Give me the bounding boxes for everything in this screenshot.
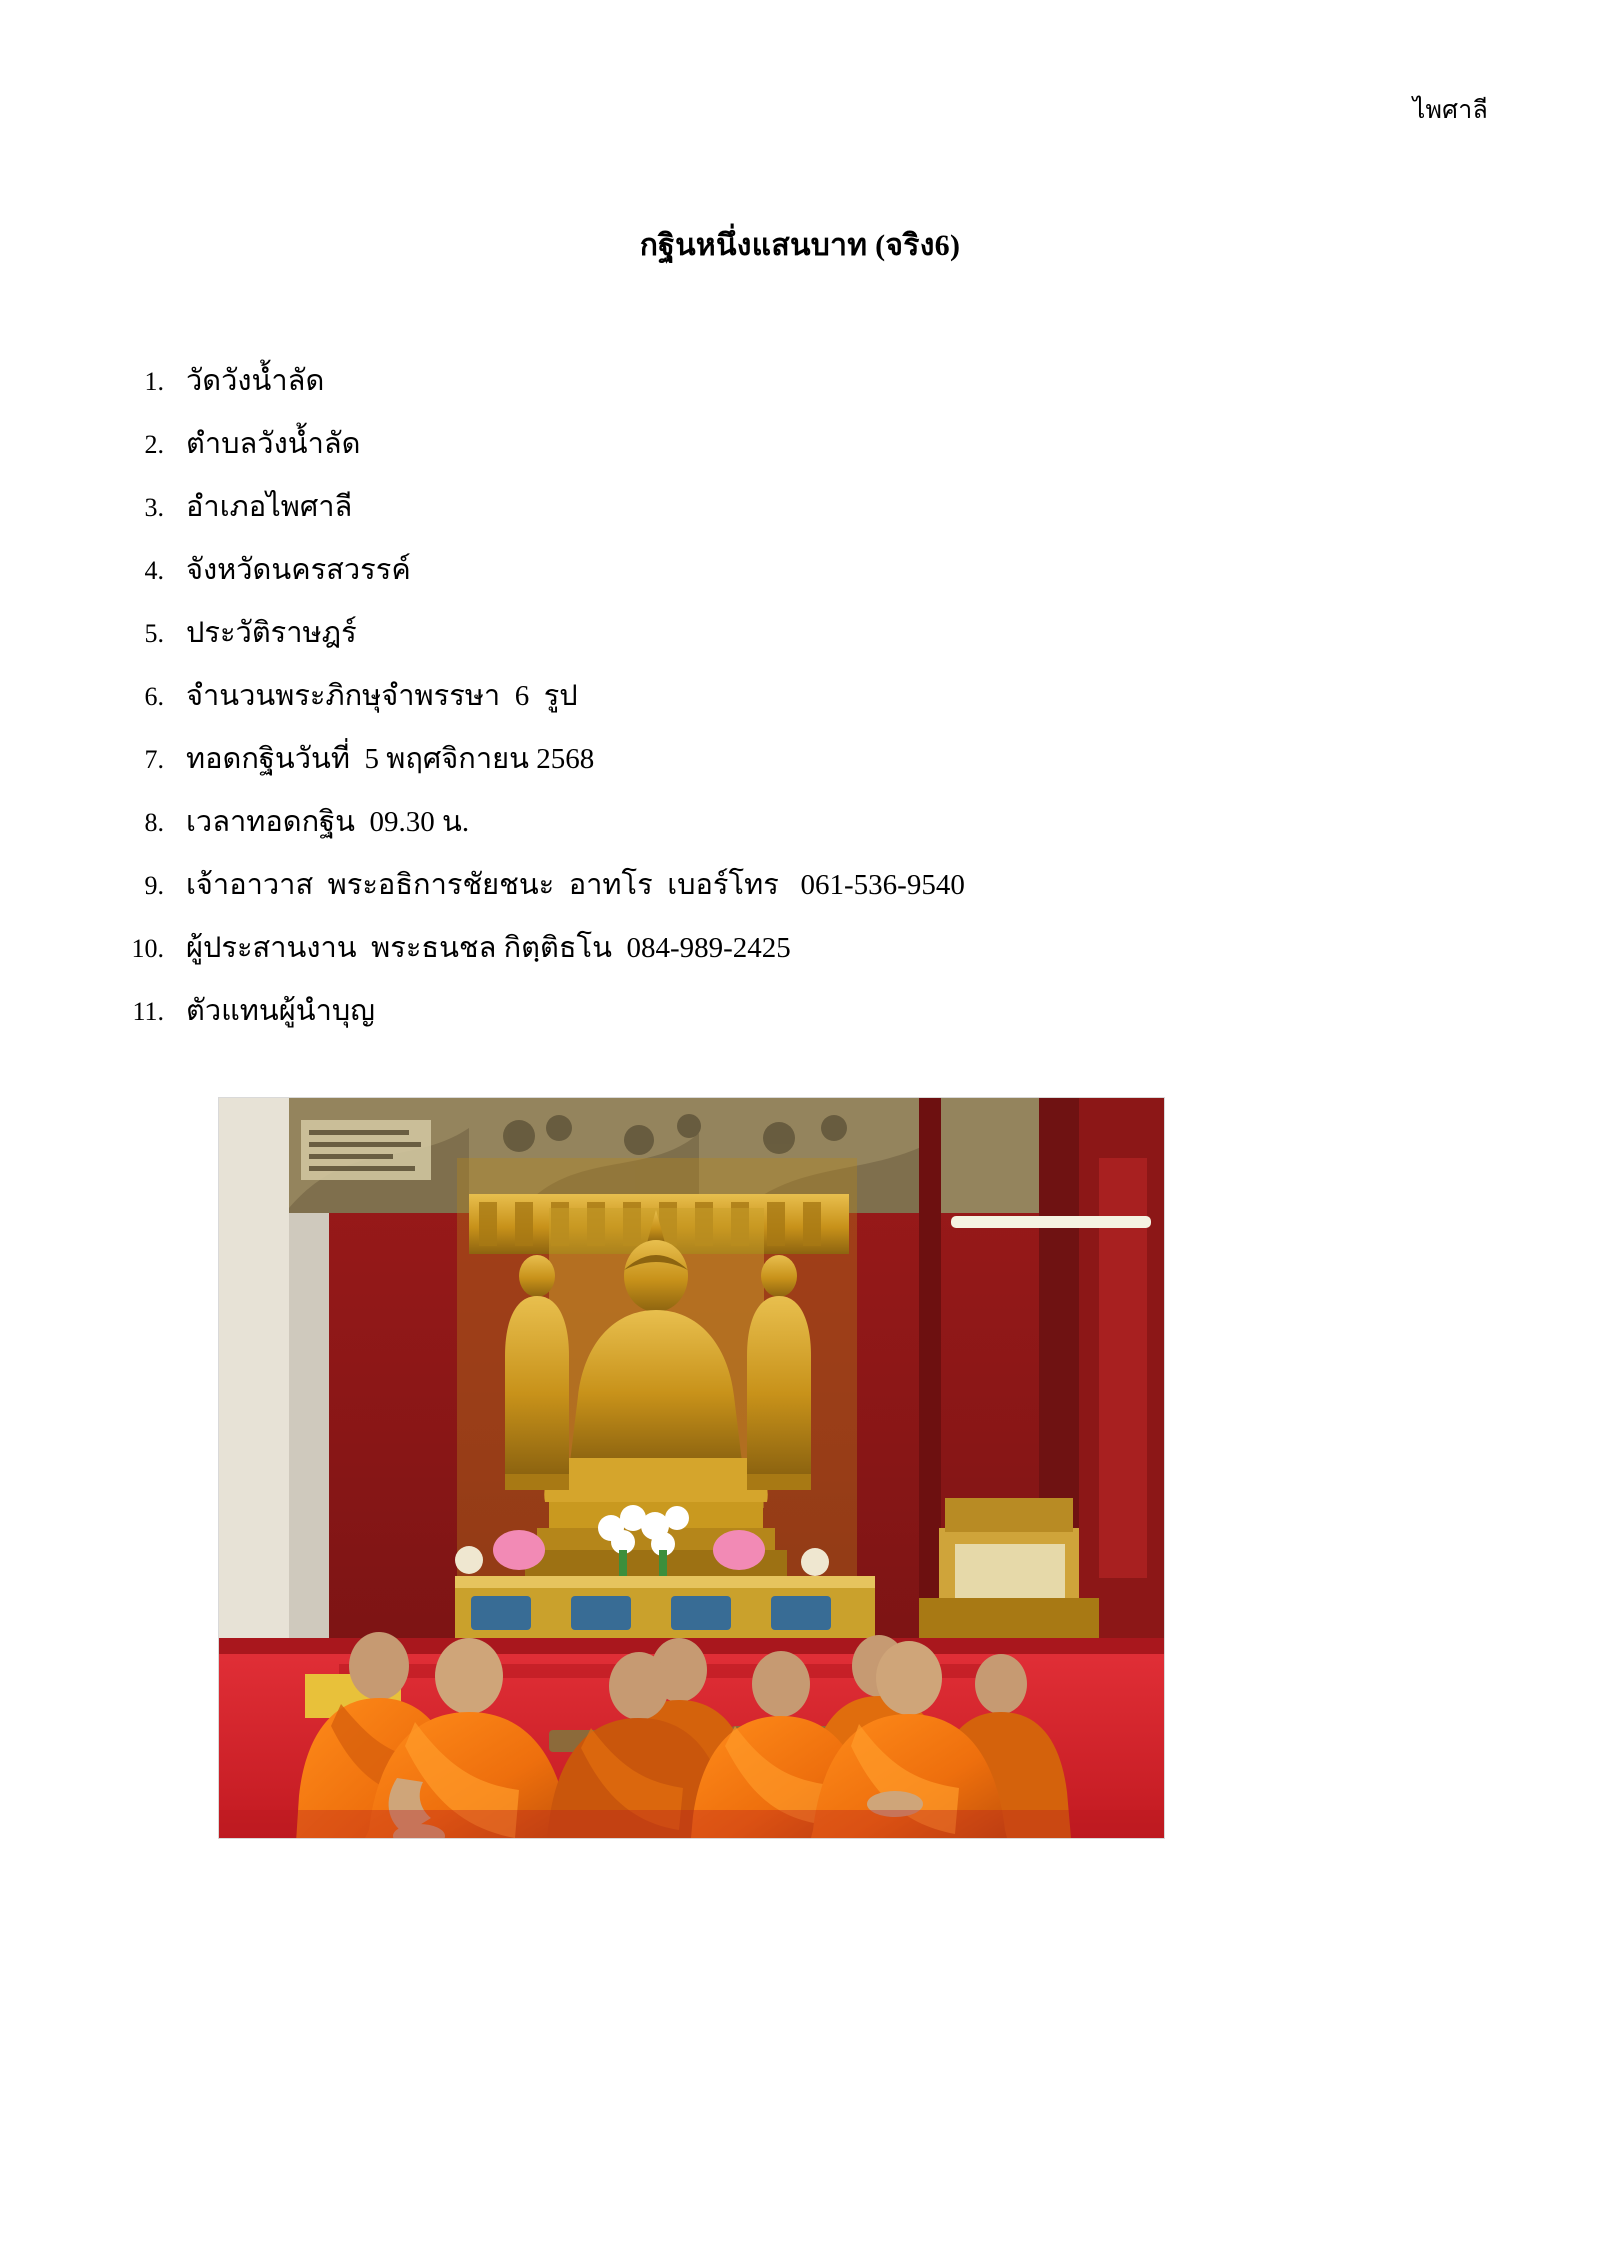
list-item-number: 1. — [144, 367, 164, 396]
list-item — [108, 990, 1408, 1053]
list-item-label: ประวัติราษฎร์ — [186, 617, 357, 649]
list-item-label: เจ้าอาวาส พระอธิการชัยชนะ อาทโร เบอร์โทร 061-536-9540 — [186, 869, 965, 901]
list-item-number: 7. — [144, 745, 164, 774]
list-item — [108, 738, 1408, 801]
list-item — [108, 675, 1408, 738]
list-item — [108, 801, 1408, 864]
list-item-label: อำเภอไพศาลี — [186, 491, 353, 523]
list-item-number: 9. — [144, 871, 164, 900]
temple-photo — [218, 1097, 1165, 1839]
list-item-label: ทอดกฐินวันที่ 5 พฤศจิกายน 2568 — [186, 743, 595, 775]
list-item-number: 5. — [144, 619, 164, 648]
list-item-label: จังหวัดนครสวรรค์ — [186, 554, 411, 586]
list-item-label: ผู้ประสานงาน พระธนชล กิตฺติธโน 084-989-2425 — [186, 932, 791, 964]
list-item — [108, 927, 1408, 990]
list-item-label: เวลาทอดกฐิน 09.30 น. — [186, 806, 470, 838]
page-title: กฐินหนึ่งแสนบาท (จริง6) — [639, 229, 961, 262]
page-header-right: ไพศาลี — [1412, 97, 1488, 124]
list-item — [108, 549, 1408, 612]
list-item-number: 11. — [132, 997, 164, 1026]
list-item-number: 6. — [144, 682, 164, 711]
list-item — [108, 360, 1408, 423]
list-item-number: 3. — [144, 493, 164, 522]
list-item-label: ตำบลวังน้ำลัด — [186, 428, 361, 460]
list-item-label: จำนวนพระภิกษุจำพรรษา 6 รูป — [186, 680, 578, 712]
numbered-list — [108, 360, 1408, 1053]
list-item-label: วัดวังน้ำลัด — [186, 365, 325, 397]
list-item — [108, 612, 1408, 675]
list-item — [108, 423, 1408, 486]
list-item — [108, 486, 1408, 549]
list-item — [108, 864, 1408, 927]
list-item-number: 10. — [131, 934, 164, 963]
list-item-number: 8. — [144, 808, 164, 837]
list-item-number: 2. — [144, 430, 164, 459]
list-item-number: 4. — [144, 556, 164, 585]
list-item-label: ตัวแทนผู้นำบุญ — [186, 995, 375, 1027]
